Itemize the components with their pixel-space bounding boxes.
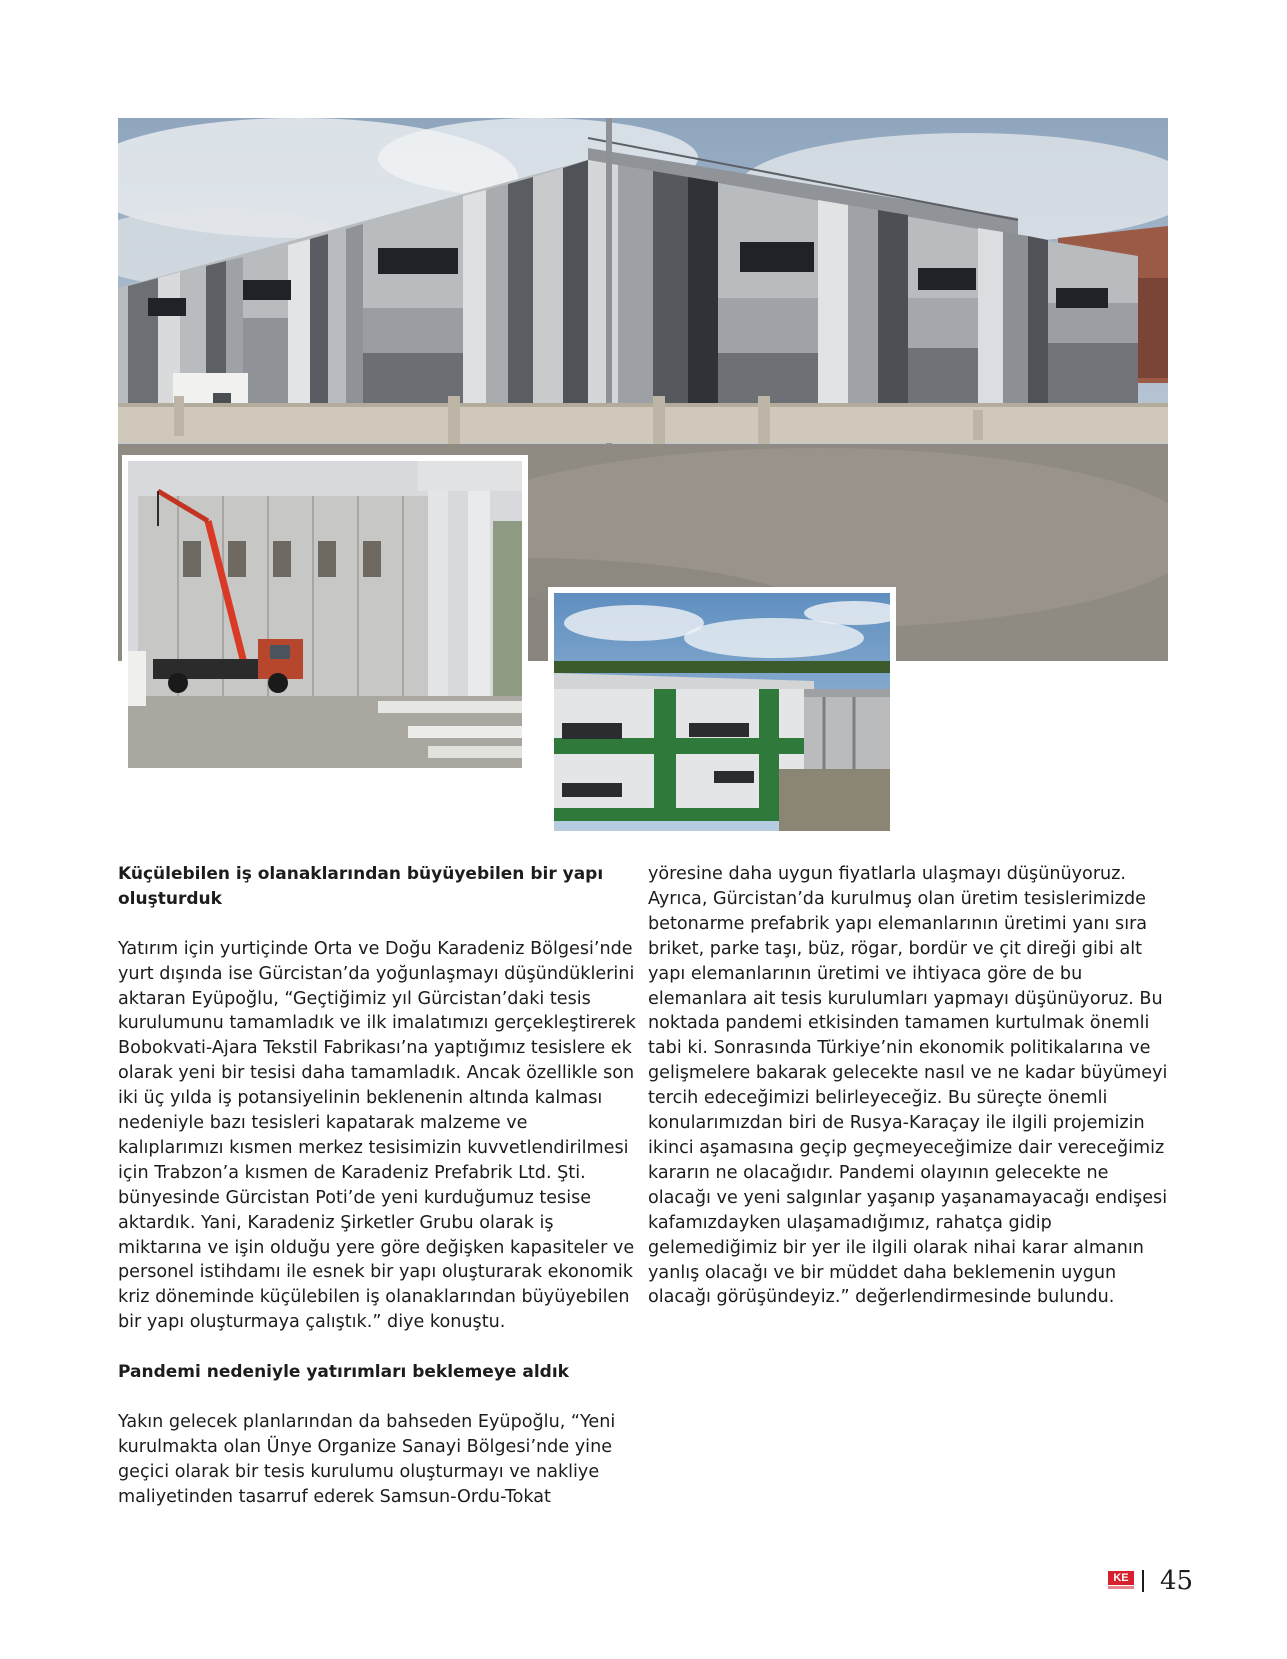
section-heading-small-business: Küçülebilen iş olanaklarından büyüyebilen bir yapı oluşturduk [118,864,604,909]
page-footer [1108,1564,1193,1598]
section-heading-pandemic: Pandemi nedeniyle yatırımları beklemeye aldık [118,1362,569,1383]
magazine-logo-text: KE [1108,1571,1134,1585]
page-number: 45 [1160,1566,1194,1596]
crane-truck-construction-photo [122,455,528,774]
footer-divider [1142,1570,1144,1592]
article-right-column [648,862,1168,1310]
body-paragraph: Yatırım için yurtiçinde Orta ve Doğu Karadeniz Bölgesi’nde yurt dışında ise Gürcistan’da yoğunlaşmayı düşündüklerini aktaran Eyüpoğlu, “Geçtiğimiz yıl Gürcistan’daki tesis kurulumunu tamamladık ve ilk imalatımızı gerçekleştirerek Bobokvati-Ajara Tekstil Fabrikası’na yaptığımız tesislere ek olarak yeni bir tesisi daha tamamladık. Ancak özellikle son iki üç yılda iş potansiyelinin beklenenin altında kalması nedeniyle bazı tesisleri kapatarak malzeme ve kalıplarımızı kısmen merkez tesisimizin kuvvetlendirilmesi için Trabzon’a kısmen de Karadeniz Prefabrik Ltd. Şti. bünyesinde Gürcistan Poti’de yeni kurduğumuz tesise aktardık. Yani, Karadeniz Şirketler Grubu olarak iş miktarına ve işin olduğu yere göre değişken kapasiteler ve personel istihdamı ile esnek bir yapı oluşturarak ekonomik kriz döneminde küçülebilen iş olanaklarından büyüyebilen bir yapı oluşturmaya çalıştık.” diye konuştu. [118,938,636,1333]
green-striped-building-photo [548,587,896,837]
article-left-column [118,862,638,1510]
body-paragraph: yöresine daha uygun fiyatlarla ulaşmayı düşünüyoruz. Ayrıca, Gürcistan’da kurulmuş olan üretim tesislerimizde betonarme prefabrik yapı elemanlarının üretimi yanı sıra briket, parke taşı, büz, rögar, bordür ve çit direği gibi alt yapı elemanlarının üretimi ve ihtiyaca göre de bu elemanlara ait tesis kurulumları yapmayı düşünüyoruz. Bu noktada pandemi etkisinden tamamen kurtulmak önemli tabi ki. Sonrasında Türkiye’nin ekonomik politikalarına ve gelişmelere bakarak gelecekte nasıl ve ne kadar büyümeyi tercih edeceğimizi belirleyeceğiz. Bu süreçte önemli konularımızdan biri de Rusya-Karaçay ile ilgili projemizin ikinci aşamasına geçip geçmeyeceğimize dair vereceğimiz kararın ne olacağıdır. Pandemi olayının gelecekte ne olacağı ve yeni salgınlar yaşanıp yaşanamayacağı endişesi kafamızdayken ulaşamadığımız, rahatça gidip gelemediğimiz bir yer ile ilgili olarak nihai karar almanın yanlış olacağı ve bir müddet daha beklemenin uygun olacağı görüşündeyiz.” değerlendirmesinde bulundu. [648,864,1168,1308]
body-paragraph: Yakın gelecek planlarından da bahseden Eyüpoğlu, “Yeni kurulmakta olan Ünye Organize Sanayi Bölgesi’nde yine geçici olarak bir tesis kurulumu oluşturmayı ve nakliye maliyetinden tasarruf ederek Samsun-Ordu-Tokat [118,1411,616,1507]
magazine-logo [1108,1571,1134,1591]
